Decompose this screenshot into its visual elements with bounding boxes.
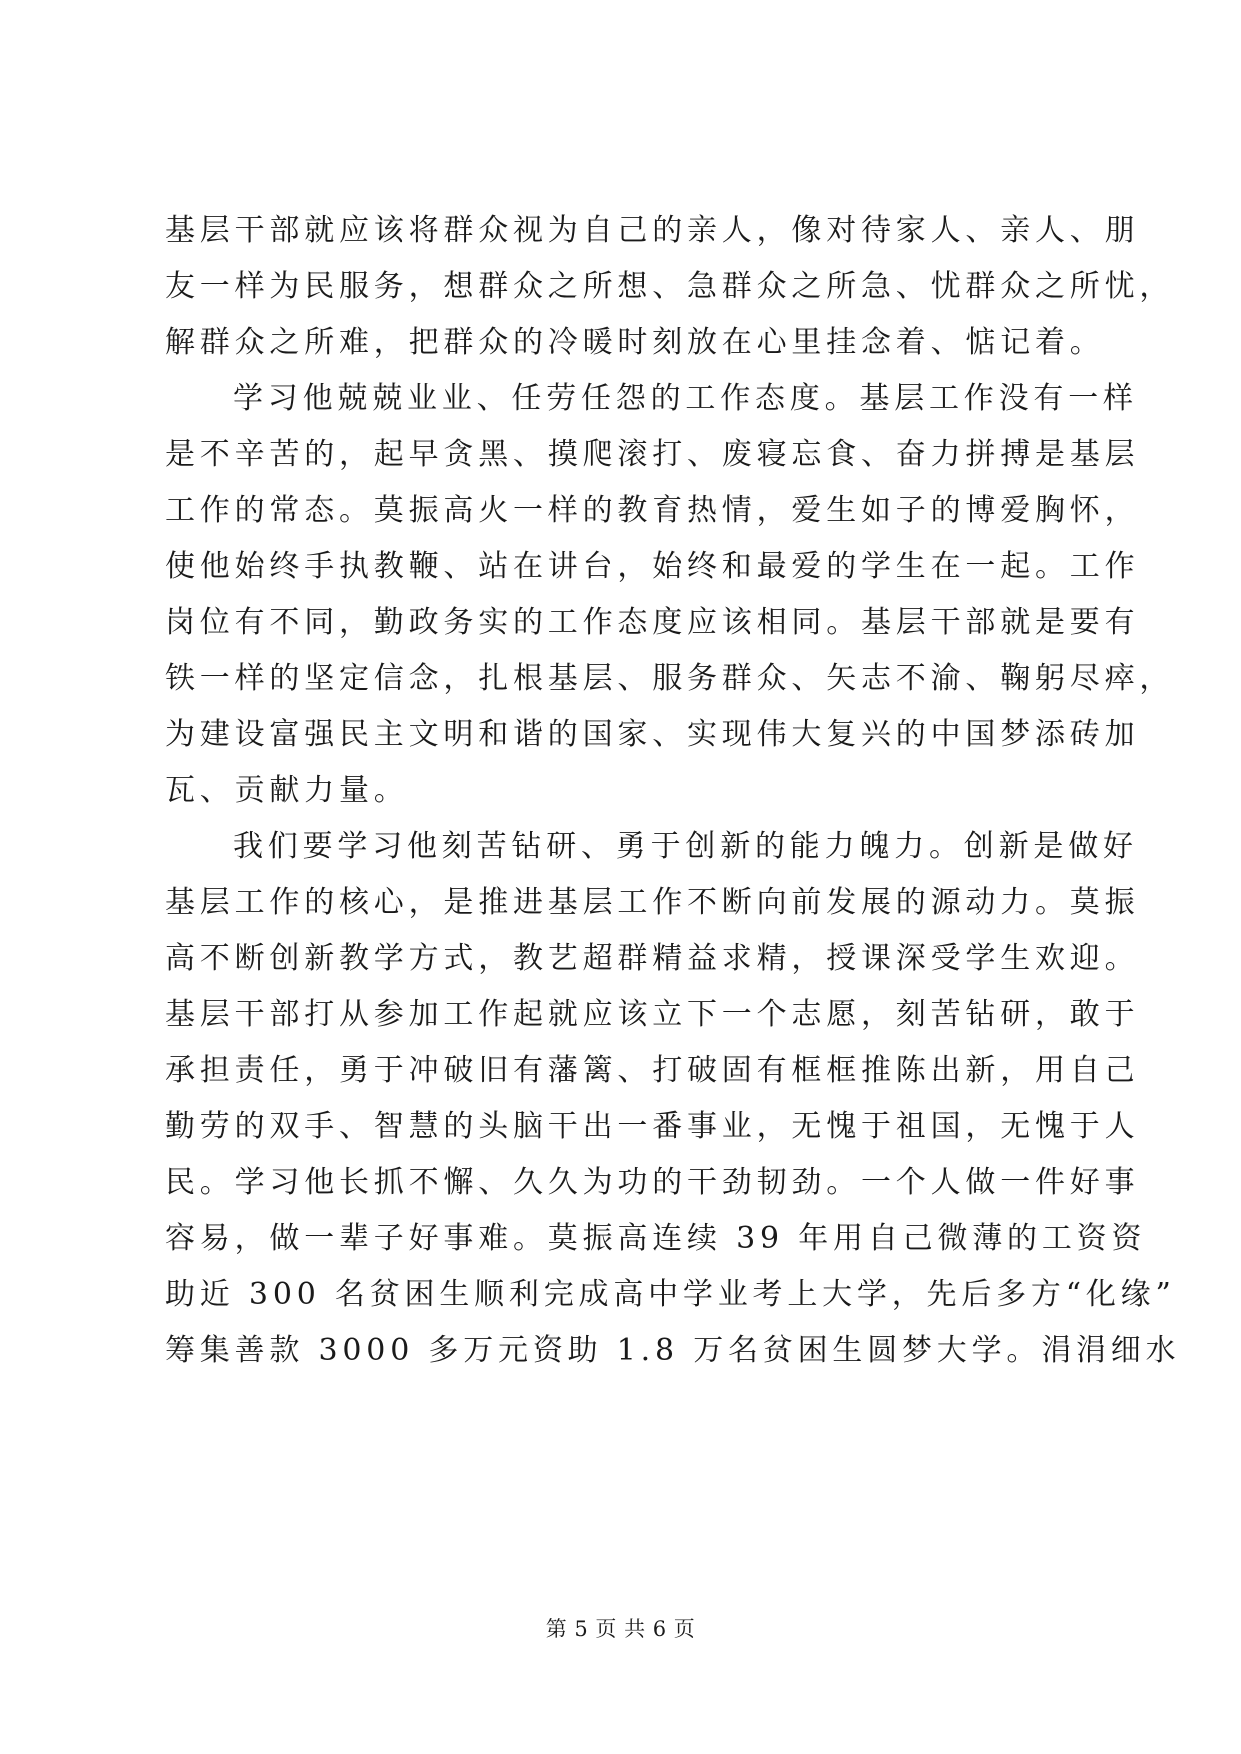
text-line: 基层干部就应该将群众视为自己的亲人，像对待家人、亲人、朋 (165, 213, 1140, 248)
text-line: 容易，做一辈子好事难。莫振高连续 39 年用自己微薄的工资资 (165, 1221, 1147, 1256)
text-line: 工作的常态。莫振高火一样的教育热情，爱生如子的博爱胸怀， (165, 493, 1140, 528)
text-line: 基层工作的核心，是推进基层工作不断向前发展的源动力。莫振 (165, 885, 1140, 920)
text-line: 瓦、贡献力量。 (165, 773, 409, 808)
text-line: 助近 300 名贫困生顺利完成高中学业考上大学，先后多方“化缘” (165, 1277, 1176, 1312)
text-line: 勤劳的双手、智慧的头脑干出一番事业，无愧于祖国，无愧于人 (165, 1109, 1140, 1144)
text-line: 铁一样的坚定信念，扎根基层、服务群众、矢志不渝、鞠躬尽瘁， (165, 661, 1175, 696)
text-line: 是不辛苦的，起早贪黑、摸爬滚打、废寝忘食、奋力拼搏是基层 (165, 437, 1140, 472)
text-line: 筹集善款 3000 多万元资助 1.8 万名贫困生圆梦大学。涓涓细水 (165, 1333, 1181, 1368)
page-number-footer: 第 5 页 共 6 页 (545, 1617, 696, 1641)
text-line: 承担责任，勇于冲破旧有藩篱、打破固有框框推陈出新，用自己 (165, 1053, 1140, 1088)
text-line: 岗位有不同，勤政务实的工作态度应该相同。基层干部就是要有 (165, 605, 1140, 640)
text-line: 解群众之所难，把群众的冷暖时刻放在心里挂念着、惦记着。 (165, 325, 1105, 360)
text-line: 民。学习他长抓不懈、久久为功的干劲韧劲。一个人做一件好事 (165, 1165, 1140, 1200)
paragraph-first-line: 学习他兢兢业业、任劳任怨的工作态度。基层工作没有一样 (233, 381, 1138, 416)
text-line: 使他始终手执教鞭、站在讲台，始终和最爱的学生在一起。工作 (165, 549, 1140, 584)
text-line: 友一样为民服务，想群众之所想、急群众之所急、忧群众之所忧， (165, 269, 1175, 304)
text-line: 高不断创新教学方式，教艺超群精益求精，授课深受学生欢迎。 (165, 941, 1140, 976)
text-line: 基层干部打从参加工作起就应该立下一个志愿，刻苦钻研，敢于 (165, 997, 1140, 1032)
text-line: 为建设富强民主文明和谐的国家、实现伟大复兴的中国梦添砖加 (165, 717, 1140, 752)
paragraph-first-line: 我们要学习他刻苦钻研、勇于创新的能力魄力。创新是做好 (233, 829, 1138, 864)
